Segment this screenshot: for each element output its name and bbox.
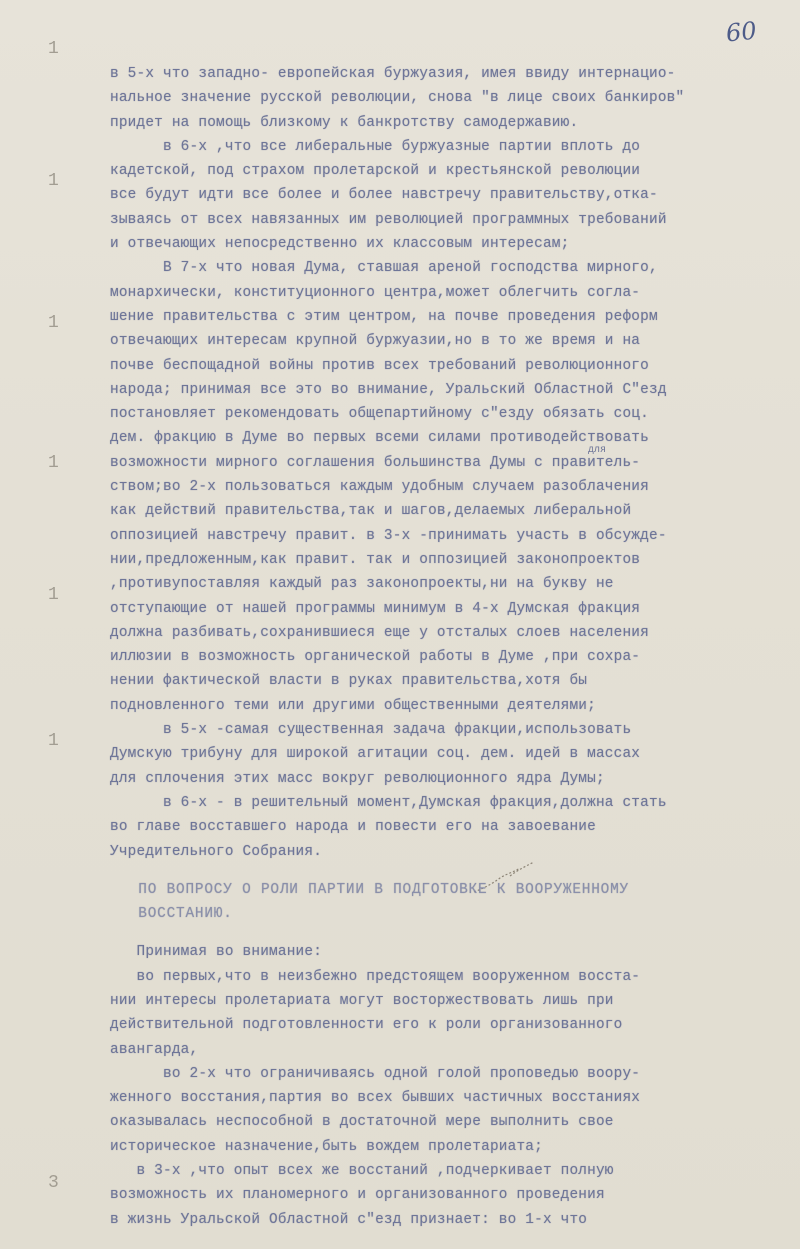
heading-line: ПО ВОПРОСУ О РОЛИ ПАРТИИ В ПОДГОТОВКЕ К ВООРУЖЕННОМУ xyxy=(110,881,629,898)
text-line: подновленного теми или другими общественными деятелями; xyxy=(110,697,596,714)
text-line: Думскую трибуну для широкой агитации соц. дем. идей в массах xyxy=(110,746,641,763)
text-line: зываясь от всех навязанных им революцией программных требований xyxy=(110,211,667,228)
text-line: придет на помощь близкому к банкротству самодержавию. xyxy=(110,114,579,131)
handwritten-insertion: для xyxy=(588,445,607,456)
text-line: отступающие от нашей программы минимум в 4-х Думская фракция xyxy=(110,600,641,617)
resolution-part-2 xyxy=(110,940,750,1232)
text-line: в 6-х ,что все либеральные буржуазные партии вплоть до xyxy=(110,138,641,155)
margin-mark: 1 xyxy=(48,313,59,333)
margin-mark: 3 xyxy=(48,1173,59,1193)
margin-mark: 1 xyxy=(48,171,59,191)
text-line: шение правительства с этим центром, на почве проведения реформ xyxy=(110,308,658,325)
text-line: Принимая во внимание: xyxy=(110,944,323,961)
resolution-part-1 xyxy=(110,62,750,864)
text-line: народа; принимая все это во внимание, Уральский Областной С"езд xyxy=(110,381,667,398)
text-line: монархически, конституционного центра,может облегчить соглa- xyxy=(110,284,641,301)
text-line: в 3-х ,что опыт всех же восстаний ,подчеркивает полную xyxy=(110,1163,614,1180)
text-line: должна разбивать,сохранившиеся еще у отсталых слоев населения xyxy=(110,624,649,641)
text-line: возможности мирного соглашения большинства Думы с правитель- xyxy=(110,454,641,471)
text-line: ством;во 2-х пользоваться каждым удобным случаем разоблачения xyxy=(110,479,649,496)
page-number: 60 xyxy=(724,16,758,48)
text-line: нии,предложенным,как правит. так и оппозицией законопроектов xyxy=(110,551,641,568)
text-line: Учредительного Собрания. xyxy=(110,843,323,860)
margin-mark: 1 xyxy=(48,453,59,473)
text-line: все будут идти все более и более навстречу правительству,отка- xyxy=(110,187,658,204)
text-line: женного восстания,партия во всех бывших частичных восстаниях xyxy=(110,1090,641,1107)
text-line: в 6-х - в решительный момент,Думская фракция,должна стать xyxy=(110,794,667,811)
text-line: кадетской, под страхом пролетарской и крестьянской революции xyxy=(110,163,641,180)
text-line: действительной подготовленности его к роли организованного xyxy=(110,1017,623,1034)
heading-line: ВОССТАНИЮ. xyxy=(110,906,233,923)
text-line: во 2-х что ограничиваясь одной голой проповедью воору- xyxy=(110,1065,641,1082)
text-line: В 7-х что новая Дума, ставшая ареной господства мирного, xyxy=(110,260,658,277)
text-line: в 5-х что западно- европейская буржуазия, имея ввиду интернацио- xyxy=(110,66,676,82)
margin-mark: 1 xyxy=(48,731,59,751)
text-line: историческое назначение,быть вождем пролетариата; xyxy=(110,1138,543,1155)
margin-mark: 1 xyxy=(48,585,59,605)
text-line: нии интересы пролетариата могут восторжествовать лишь при xyxy=(110,992,614,1009)
text-line: для сплочения этих масс вокруг революционного ядра Думы; xyxy=(110,770,605,787)
text-line: ,противупоставляя каждый раз законопроекты,ни на букву не xyxy=(110,576,614,593)
text-line: и отвечающих непосредственно их классовым интересам; xyxy=(110,236,570,253)
section-heading xyxy=(110,878,750,927)
text-line: иллюзии в возможность органической работы в Думе ,при сохра- xyxy=(110,649,641,666)
document-body xyxy=(110,62,750,1232)
text-line: отвечающих интересам крупной буржуазии,но в то же время и на xyxy=(110,333,641,350)
text-line: во первых,что в неизбежно предстоящем вооруженном восста- xyxy=(110,968,641,985)
text-line: в 5-х -самая существенная задача фракции,использовать xyxy=(110,722,632,739)
text-line: во главе восставшего народа и повести его на завоевание xyxy=(110,819,596,836)
text-line: нальное значение русской революции, снова "в лице своих банкиров" xyxy=(110,90,685,107)
text-line: возможность их планомерного и организованного проведения xyxy=(110,1187,605,1204)
text-line: дем. фракцию в Думе во первых всеми силами противодействовать xyxy=(110,430,649,447)
text-line: авангарда, xyxy=(110,1041,199,1058)
margin-mark: 1 xyxy=(48,39,59,59)
text-line: оказывалась неспособной в достаточной мере выполнить свое xyxy=(110,1114,614,1131)
text-line: нении фактической власти в руках правительства,хотя бы xyxy=(110,673,588,690)
text-line: оппозицией навстречу правит. в 3-х -принимать участь в обсужде- xyxy=(110,527,667,544)
text-line: как действий правительства,так и шагов,делаемых либеральной xyxy=(110,503,632,520)
text-line: постановляет рекомендовать общепартийному с"езду обязать соц. xyxy=(110,406,649,423)
text-line: почве беспощадной войны против всех требований революционного xyxy=(110,357,649,374)
text-line: в жизнь Уральской Областной с"езд признает: во 1-х что xyxy=(110,1211,588,1228)
